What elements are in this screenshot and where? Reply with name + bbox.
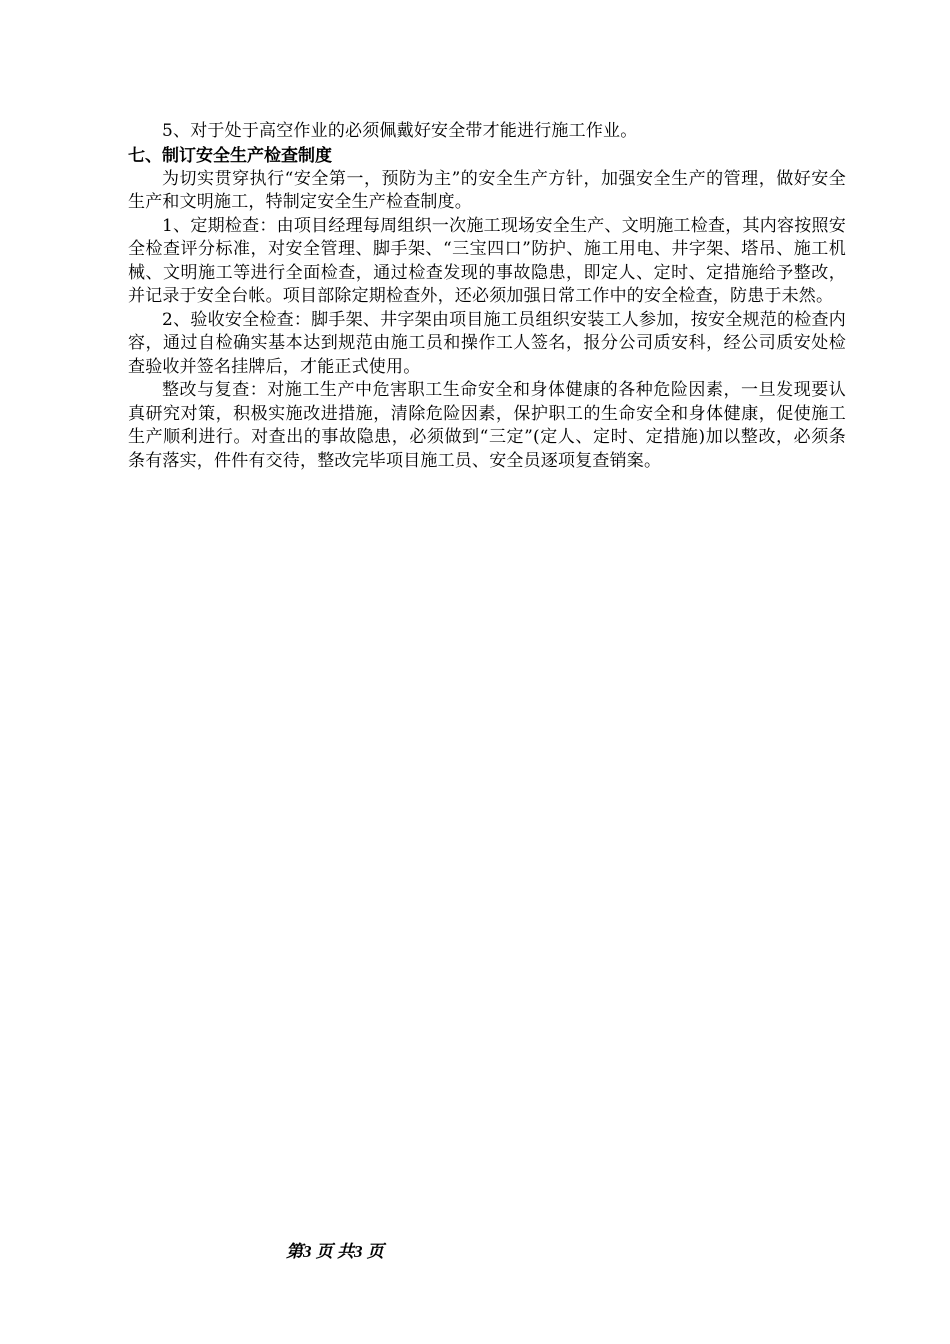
paragraph-item-5: 5、对于处于高空作业的必须佩戴好安全带才能进行施工作业。 — [162, 121, 638, 141]
paragraph-rectification: 整改与复查：对施工生产中危害职工生命安全和身体健康的各种危险因素，一旦发现要认真研究对策，积极实施改进措施，清除危险因素，保护职工的生命安全和身体健康，促使施工生产顺利进行。对查出的事故隐患，必须做到“三定”(定人、定时、定措施)加以整改，必须条条有落实，件件有交待，整改完毕项目施工员、安全员逐项复查销案。 — [128, 380, 846, 471]
section-heading: 七、制订安全生产检查制度 — [128, 145, 332, 166]
document-body — [128, 120, 846, 473]
page-footer: 第3 页 共3 页 — [286, 1242, 384, 1261]
paragraph-periodic-inspection: 1、定期检查：由项目经理每周组织一次施工现场安全生产、文明施工检查，其内容按照安全检查评分标准，对安全管理、脚手架、“三宝四口”防护、施工用电、井字架、塔吊、施工机械、文明施工等进行全面检查，通过检查发现的事故隐患，即定人、定时、定措施给予整改，并记录于安全台帐。项目部除定期检查外，还必须加强日常工作中的安全检查，防患于未然。 — [128, 215, 846, 306]
paragraph-intro: 为切实贯穿执行“安全第一，预防为主”的安全生产方针，加强安全生产的管理，做好安全生产和文明施工，特制定安全生产检查制度。 — [128, 168, 846, 212]
paragraph-acceptance-inspection: 2、验收安全检查：脚手架、井字架由项目施工员组织安装工人参加，按安全规范的检查内容，通过自检确实基本达到规范由施工员和操作工人签名，报分公司质安科，经公司质安处检查验收并签名挂牌后，才能正式使用。 — [128, 309, 846, 377]
